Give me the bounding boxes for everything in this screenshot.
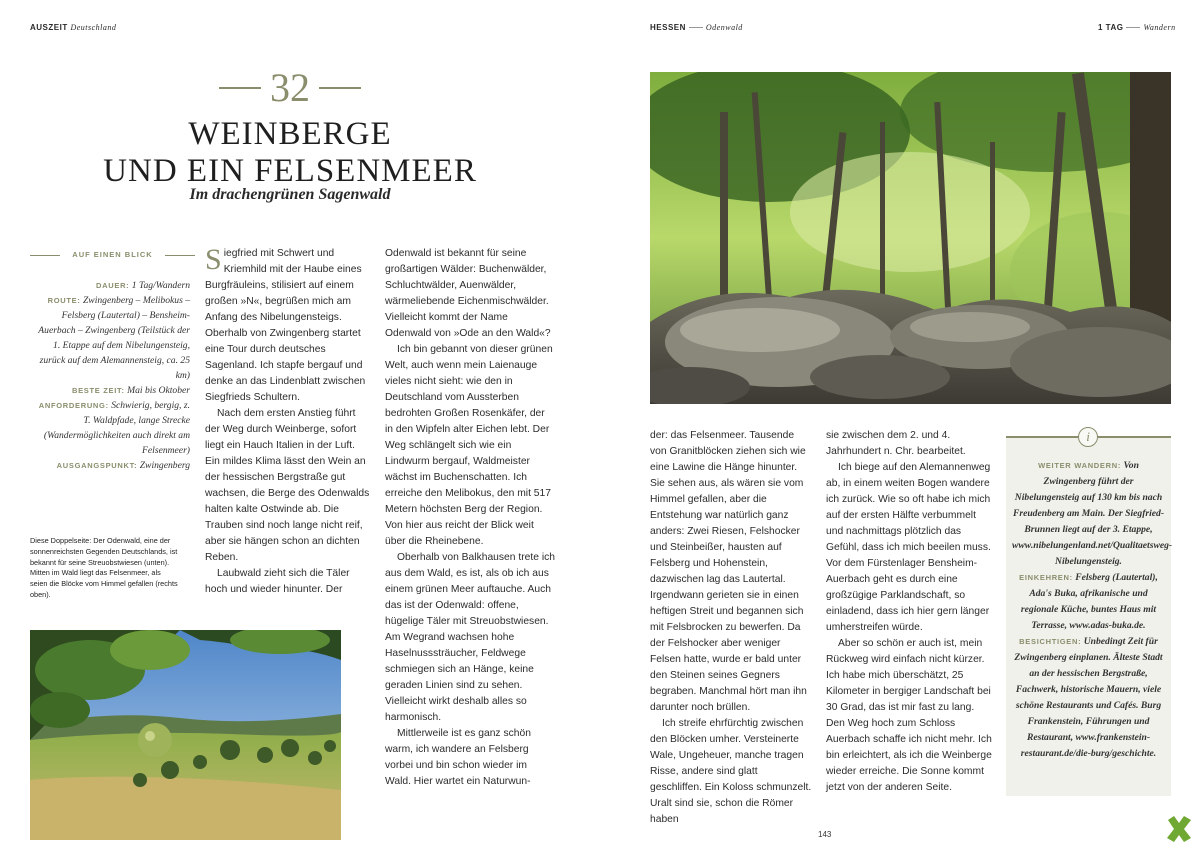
page-subtitle: Im drachengrünen Sagenwald	[189, 186, 391, 203]
chapter-number-block	[215, 65, 365, 110]
requirement-value: Schwierig, bergig, z. T. Waldpfade, lange Strecke (Wandermöglichkeiten auch direkt am Felsenmeer)	[43, 400, 190, 456]
info-box	[30, 278, 190, 473]
see-value: Unbedingt Zeit für Zwingenberg einplanen. Älteste Stadt an der hessischen Bergstraße, Fachwerk, historische Mauern, viele schöne Restaurants und Cafés. Burg Frankenstein, Führungen und Restaurant, www.frankenstein-restaurant.de/die-burg/geschichte.	[1014, 636, 1163, 759]
column-2-paragraph-3: Oberhalb von Balkhausen trete ich aus dem Wald, es ist, als ob ich aus einem grünen Meer auftauche. Auch das ist der Odenwald: offene, hügelige Täler mit Streuobstwiesen. Am Wegrand wachsen hohe Haselnusssträucher, Feldwege schmiegen sich an Hänge, keine geraden Linien sind zu sehen. Vielleicht wirkt deshalb alles so harmonisch.	[385, 552, 555, 723]
column-1-paragraph-1-text: iegfried mit Schwert und Kriemhild mit der Haube eines Burgfräuleins, stilisiert auf einem großen »N«, begrüßen mich am Anfang des Nibelungensteigs. Oberhalb von Zwingenberg startet eine Tour durch deutsches Sagenland. Ich stapfe bergauf und denke an das Lindenblatt zwischen Siegfrieds Schultern.	[205, 248, 366, 403]
info-heading-text: AUF EINEN BLICK	[72, 250, 153, 259]
besttime-label: BESTE ZEIT:	[71, 386, 125, 395]
column-2-paragraph-2: Ich bin gebannt von dieser grünen Welt, auch wenn mein Laienauge vieles nicht sieht: wie den in Deutschland vom Aussterben bedrohten Großen Rosenkäfer, der in den Wipfeln alter Eichen lebt. Der Weg schlängelt sich wie ein Lindwurm bergauf, Waldmeister wächst im Buchenschatten. Ich erreiche den Melibokus, den mit 517 Metern höchsten Berg der Region. Von hier aus reicht der Blick weit über die Rheinebene.	[385, 344, 553, 547]
column-2-paragraph-4: Mittlerweile ist es ganz schön warm, ich wandere an Felsberg vorbei und bin schon wieder im Wald. Hier wartet ein Naturwun-	[385, 728, 531, 787]
hike-value: Von Zwingenberg führt der Nibelungensteig auf 130 km bis nach Freudenberg am Main. Der Siegfried-Brunnen liegt auf der 3. Etappe, www.nibelungenland.net/Qualitaetsweg-Nibelungensteig.	[1012, 460, 1173, 567]
running-header-right-meta	[1098, 23, 1176, 32]
info-heading	[30, 249, 195, 263]
dropcap: S	[205, 243, 222, 276]
text-column-4	[826, 428, 992, 796]
text-column-1	[205, 243, 372, 598]
header-duration: 1 TAG	[1098, 23, 1124, 32]
column-1-paragraph-2: Nach dem ersten Anstieg führt der Weg durch Weinberge, sofort liegt ein Hauch Italien in der Luft. Ein mildes Klima lässt den Wein an der hessischen Bergstraße gut wachsen, die Berge des Odenwalds halten kalte Ostwinde ab. Die Trauben sind noch lange nicht reif, aber sie hängen schon an dichten Reben.	[205, 408, 370, 563]
start-value: Zwingenberg	[139, 460, 190, 471]
close-icon[interactable]	[1162, 812, 1196, 846]
info-icon: i	[1078, 427, 1098, 447]
column-4-paragraph-1: sie zwischen dem 2. und 4. Jahrhundert n. Chr. bearbeitet.	[826, 430, 966, 457]
start-label: AUSGANGSPUNKT:	[56, 461, 138, 470]
running-header-right	[650, 23, 743, 32]
header-dash	[1126, 27, 1140, 28]
hike-label: WEITER WANDERN:	[1038, 461, 1122, 470]
column-4-paragraph-2: Ich biege auf den Alemannenweg ab, in einem weiten Bogen wandere ich zurück. Wie so oft habe ich mich auf der ersten Hälfte verbummelt und nachmittags plötzlich das Gefühl, dass ich mich beeilen muss. Vor dem Fürstenlager Bensheim-Auerbach geht es durch eine großzügige Parklandschaft, so einladend, dass ich hier gern länger umherstreifen würde.	[826, 462, 991, 633]
column-1-paragraph-3: Laubwald zieht sich die Täler hoch und wieder hinunter. Der	[205, 568, 350, 595]
route-value: Zwingenberg – Melibokus – Felsberg (Lautertal) – Bensheim-Auerbach – Zwingenberg (Teilstück der 1. Etappe auf dem Nibelungensteig, zurück auf dem Alemannensteig, ca. 25 km)	[38, 295, 190, 381]
header-region: HESSEN	[650, 23, 686, 32]
orchard-photo	[30, 630, 341, 840]
text-column-2	[385, 246, 555, 790]
tips-text	[1012, 458, 1173, 762]
eat-label: EINKEHREN:	[1019, 573, 1073, 582]
header-subsection: Deutschland	[70, 23, 117, 32]
besttime-value: Mai bis Oktober	[127, 385, 190, 396]
route-label: ROUTE:	[47, 296, 81, 305]
column-3-paragraph-1: der: das Felsenmeer. Tausende von Granitblöcken ziehen sich wie eine Lawine die Hänge hinunter. Sie sehen aus, als wären sie vom Himmel gefallen, aber die Entstehung war natürlich ganz anders: Zwei Riesen, Felshocker und Steinbeißer, hausten auf Felsberg und Hohenstein, dazwischen lag das Lautertal. Irgendwann gerieten sie in einen heftigen Streit und begannen sich mit Felsbrocken zu bewerfen. Da der Felshocker aber weniger Felsen hatte, wurde er bald unter den Steinen seines Gegners begraben. Manchmal hört man ihn darunter noch brüllen.	[650, 430, 807, 713]
header-category: Wandern	[1143, 23, 1176, 32]
column-3-paragraph-2: Ich streife ehrfürchtig zwischen den Blöcken umher. Versteinerte Wale, Ungeheuer, manche tragen Risse, andere sind glatt geschliffen. Ein Koloss schmunzelt. Uralt sind sie, schon die Römer haben	[650, 718, 812, 825]
page-number: 143	[818, 830, 832, 839]
column-1-paragraph-1	[205, 243, 372, 406]
orchard-illustration	[30, 630, 341, 840]
see-label: BESICHTIGEN:	[1019, 637, 1082, 646]
requirement-label: ANFORDERUNG:	[38, 401, 109, 410]
column-2-paragraph-1: Odenwald ist bekannt für seine großartigen Wälder: Buchenwälder, Schluchtwälder, Auenwälder, wärmeliebende Eichenmischwälder. Vielleicht kommt der Name Odenwald von »Ode an den Wald«?	[385, 248, 551, 339]
column-4-paragraph-3: Aber so schön er auch ist, mein Rückweg wird einfach nicht kürzer. Ich habe mich überschätzt, 25 Kilometer in bergiger Landschaft bei 30 Grad, das ist mir fast zu lang. Den Weg hoch zum Schloss Auerbach schaffe ich nicht mehr. Ich bin erleichtert, als ich die Weinberge wieder erreiche. Die Sonne kommt jetzt von der anderen Seite.	[826, 638, 992, 793]
header-dash	[689, 27, 703, 28]
page-title	[60, 116, 520, 190]
duration-label: DAUER:	[96, 281, 130, 290]
running-header-left	[30, 23, 116, 32]
header-section: AUSZEIT	[30, 23, 68, 32]
chapter-number: 32	[270, 65, 310, 110]
photo-caption: Diese Doppelseite: Der Odenwald, eine der sonnenreichsten Gegenden Deutschlands, ist bekannt für seine Streuobstwiesen (unten). Mitten im Wald liegt das Felsenmeer, als seien die Blöcke vom Himmel gefallen (rechts oben).	[30, 536, 178, 599]
info-heading-rule	[165, 255, 195, 256]
close-icon-shape	[1162, 812, 1196, 846]
felsenmeer-photo	[650, 72, 1171, 404]
title-line-1: WEINBERGE	[188, 116, 392, 152]
duration-value: 1 Tag/Wandern	[131, 280, 190, 291]
chapter-number-rule	[319, 87, 361, 89]
forest-illustration	[650, 72, 1171, 404]
text-column-3	[650, 428, 812, 828]
eat-value: Felsberg (Lautertal), Ada's Buka, afrikanische und regionale Küche, buntes Haus mit Terrasse, www.adas-buka.de.	[1020, 572, 1158, 631]
title-line-2: UND EIN FELSENMEER	[103, 153, 477, 189]
header-area: Odenwald	[705, 23, 743, 32]
